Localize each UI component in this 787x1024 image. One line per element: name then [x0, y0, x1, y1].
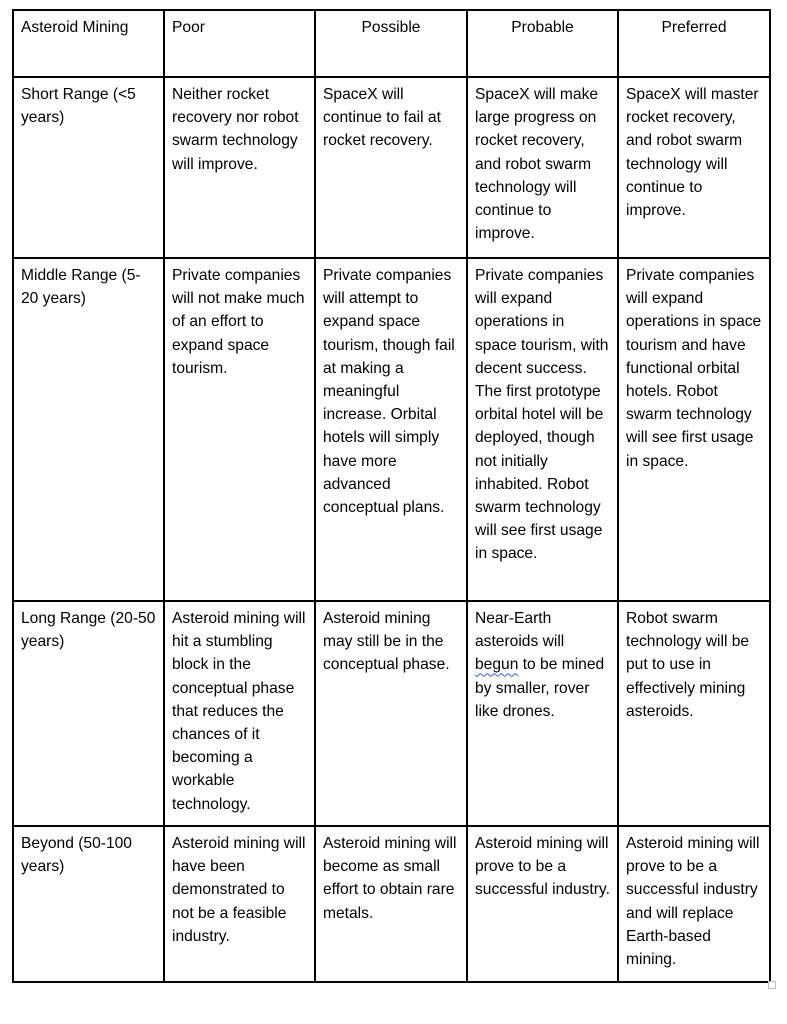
header-topic: Asteroid Mining — [13, 10, 164, 77]
probable-cell — [467, 601, 618, 826]
range-label: Middle Range (5-20 years) — [13, 258, 164, 601]
possible-cell: Private companies will attempt to expand space tourism, though fail at making a meaningful increase. Orbital hotels will simply have more advanced conceptual plans. — [315, 258, 467, 601]
table-row — [13, 77, 770, 258]
probable-text-after: to be mined by smaller, rover like drones. — [475, 656, 605, 720]
spellcheck-flagged-word[interactable]: begun — [475, 656, 519, 674]
probable-cell: SpaceX will make large progress on rocket recovery, and robot swarm technology will continue to improve. — [467, 77, 618, 258]
preferred-cell: Private companies will expand operations in space tourism and have functional orbital hotels. Robot swarm technology will see first usage in space. — [618, 258, 770, 601]
table-row — [13, 826, 770, 982]
header-poor: Poor — [164, 10, 315, 77]
header-probable: Probable — [467, 10, 618, 77]
range-label: Long Range (20-50 years) — [13, 601, 164, 826]
table-row — [13, 258, 770, 601]
header-row — [13, 10, 770, 77]
possible-cell: SpaceX will continue to fail at rocket recovery. — [315, 77, 467, 258]
poor-cell: Private companies will not make much of an effort to expand space tourism. — [164, 258, 315, 601]
possible-cell: Asteroid mining may still be in the conceptual phase. — [315, 601, 467, 826]
possible-cell: Asteroid mining will become as small effort to obtain rare metals. — [315, 826, 467, 982]
header-possible: Possible — [315, 10, 467, 77]
poor-cell: Neither rocket recovery nor robot swarm technology will improve. — [164, 77, 315, 258]
preferred-cell: SpaceX will master rocket recovery, and robot swarm technology will continue to improve. — [618, 77, 770, 258]
probable-text-before: Near-Earth asteroids will — [475, 610, 565, 651]
preferred-cell: Robot swarm technology will be put to use in effectively mining asteroids. — [618, 601, 770, 826]
forecast-table — [12, 9, 771, 983]
poor-cell: Asteroid mining will have been demonstrated to not be a feasible industry. — [164, 826, 315, 982]
range-label: Short Range (<5 years) — [13, 77, 164, 258]
table-row — [13, 601, 770, 826]
header-preferred: Preferred — [618, 10, 770, 77]
probable-cell: Asteroid mining will prove to be a successful industry. — [467, 826, 618, 982]
probable-cell: Private companies will expand operations in space tourism, with decent success. The first prototype orbital hotel will be deployed, though not initially inhabited. Robot swarm technology will see first usage in space. — [467, 258, 618, 601]
table-resize-handle[interactable] — [768, 981, 776, 989]
poor-cell: Asteroid mining will hit a stumbling block in the conceptual phase that reduces the chances of it becoming a workable technology. — [164, 601, 315, 826]
range-label: Beyond (50-100 years) — [13, 826, 164, 982]
preferred-cell: Asteroid mining will prove to be a successful industry and will replace Earth-based mining. — [618, 826, 770, 982]
